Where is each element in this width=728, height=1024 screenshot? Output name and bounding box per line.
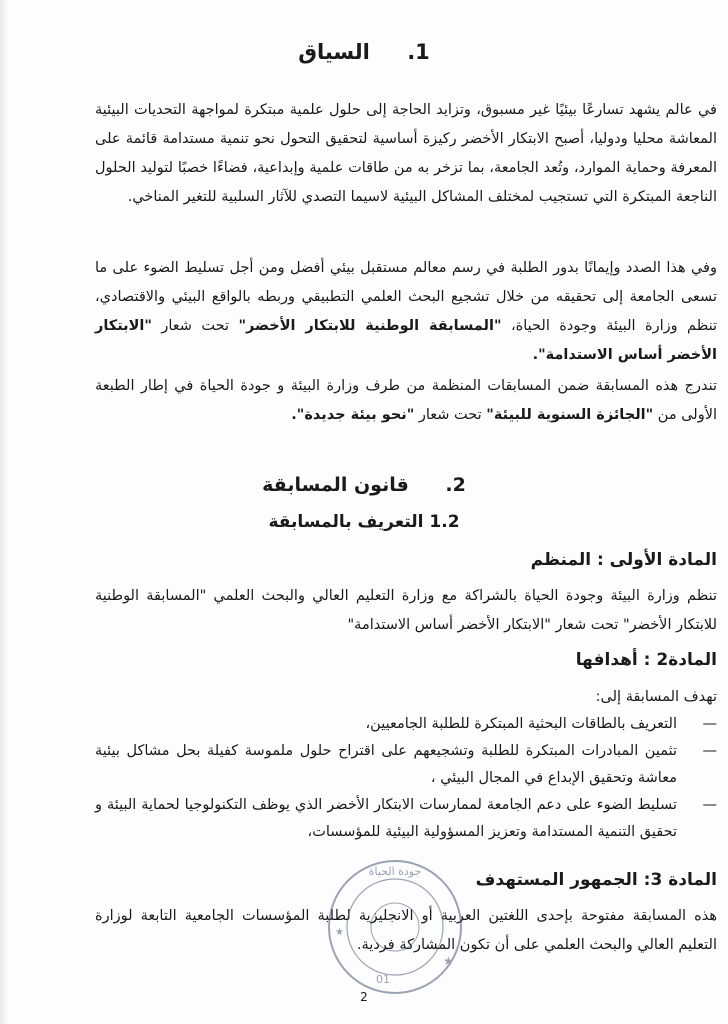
text: تحت شعار xyxy=(161,318,229,334)
article-2-intro: تهدف المسابقة إلى: xyxy=(595,689,717,705)
text: تحت شعار xyxy=(418,407,482,423)
article-3-heading: المادة 3: الجمهور المستهدف xyxy=(475,870,717,890)
section-1-heading xyxy=(0,40,728,64)
dash-bullet: — xyxy=(702,743,717,759)
stamp-number: 01 xyxy=(376,973,390,986)
list-item xyxy=(95,792,717,846)
star-icon: ★ xyxy=(443,954,454,968)
article-1-heading: المادة الأولى : المنظم xyxy=(530,550,717,570)
item-text: تسليط الضوء على دعم الجامعة لممارسات الابتكار الأخضر الذي يوظف التكنولوجيا لحماية البيئة و تحقيق التنمية المستدامة وتعزيز المسؤولية البيئية للمؤسسات، xyxy=(95,797,677,840)
star-icon: ★ xyxy=(335,927,344,938)
section-title: قانون المسابقة xyxy=(262,474,409,496)
section-2-heading xyxy=(0,474,728,496)
context-paragraph-3 xyxy=(95,372,717,430)
award-slogan: "نحو بيئة جديدة". xyxy=(291,407,415,423)
text: وفي هذا الصدد وإيمانًا بدور الطلبة في رسم معالم مستقبل بيئي أفضل ومن أجل تسليط الضوء على ما تسعى الجامعة إلى تحقيقه من خلال تشجيع البحث العلمي التطبيقي وربطه بالواقع البيئي والاقتصادي، تنظم وزارة البيئة وجودة الحياة، xyxy=(95,260,718,334)
objectives-list xyxy=(95,711,717,846)
section-title: السياق xyxy=(298,40,370,64)
official-stamp xyxy=(325,855,465,1000)
stamp-text: جودة الحياة xyxy=(368,865,422,878)
award-name: "الجائزة السنوية للبيئة" xyxy=(486,407,654,423)
text: تندرج هذه المسابقة ضمن المسابقات المنظمة من طرف وزارة البيئة و جودة الحياة في إطار الطبعة الأولى من xyxy=(95,378,717,423)
article-2-body xyxy=(95,684,717,846)
subsection-heading: 1.2 التعريف بالمسابقة xyxy=(268,512,460,532)
list-item xyxy=(95,711,717,738)
dash-bullet: — xyxy=(702,797,717,813)
slogan: "الابتكار الأخضر أساس الاستدامة". xyxy=(95,318,717,363)
page-number: 2 xyxy=(360,990,368,1004)
section-number: 1. xyxy=(407,40,430,64)
context-paragraph-1: في عالم يشهد تسارعًا بيئيًا غير مسبوق، وتزايد الحاجة إلى حلول علمية مبتكرة لمواجهة التحديات البيئية المعاشة محليا ودوليا، أصبح الابتكار الأخضر ركيزة أساسية لتحقيق التحول نحو تنمية مستدامة قائمة على المعرفة وحماية الموارد، وتُعد الجامعة، بما تزخر به من طاقات علمية وإبداعية، فضاءًا خصبًا لتوليد الحلول الناجعة المبتكرة التي تستجيب لمختلف المشاكل البيئية لاسيما التصدي للآثار السلبية للتغير المناخي. xyxy=(95,102,717,205)
competition-name: "المسابقة الوطنية للابتكار الأخضر" xyxy=(238,318,502,334)
article-2-heading: المادة2 : أهدافها xyxy=(575,650,717,670)
dash-bullet: — xyxy=(702,716,717,732)
article-3-text: هذه المسابقة مفتوحة بإحدى اللغتين العربية أو الانجليزية لطلبة المؤسسات الجامعية التابعة لوزارة التعليم العالي والبحث العلمي على أن تكون المشاركة فردية. xyxy=(95,908,717,953)
context-paragraph-2 xyxy=(95,254,717,370)
list-item xyxy=(95,738,717,792)
item-text: تثمين المبادرات المبتكرة للطلبة وتشجيعهم على اقتراح حلول ملموسة كفيلة بحل مشاكل بيئية معاشة وتحقيق الإبداع في المجال البيئي ، xyxy=(95,743,677,786)
item-text: التعريف بالطاقات البحثية المبتكرة للطلبة الجامعيين، xyxy=(365,716,677,732)
section-number: 2. xyxy=(445,474,466,496)
article-1-text: تنظم وزارة البيئة وجودة الحياة بالشراكة مع وزارة التعليم العالي والبحث العلمي "المسابقة الوطنية للابتكار الأخضر" تحت شعار "الابتكار الأخضر أساس الاستدامة" xyxy=(95,588,717,633)
